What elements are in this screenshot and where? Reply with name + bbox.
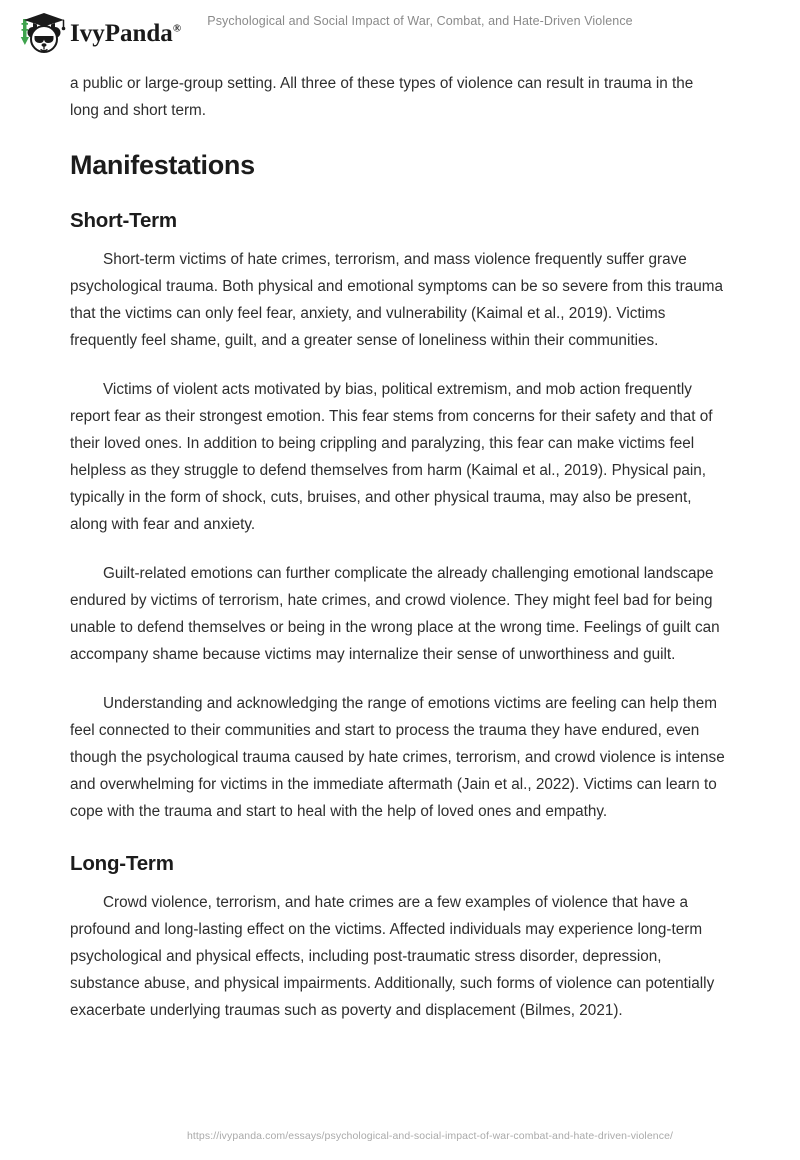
paragraph: Guilt-related emotions can further complicate the already challenging emotional landscape endured by victims of terrorism, hate crimes, and crowd violence. They might feel bad for being unable to defend themselves or being in the wrong place at the wrong time. Feelings of guilt can accompany shame because victims may internalize their sense of unworthiness and guilt.: [70, 565, 720, 663]
registered-trademark-icon: ®: [172, 22, 182, 35]
page-footer: [0, 1126, 800, 1144]
document-header-title: Psychological and Social Impact of War, Combat, and Hate-Driven Violence: [207, 14, 633, 28]
brand-name: IvyPanda®: [70, 19, 182, 47]
paragraph: Understanding and acknowledging the range of emotions victims are feeling can help them feel connected to their communities and start to process the trauma they have endured, even though the psychological trauma caused by hate crimes, terrorism, and crowd violence is intense and overwhelming for victims in the immediate aftermath (Jain et al., 2022). Victims can learn to cope with the trauma and start to heal with the help of loved ones and empathy.: [70, 695, 725, 820]
document-content: [70, 70, 726, 1046]
section-heading-manifestations: Manifestations: [70, 150, 255, 180]
paragraph: Crowd violence, terrorism, and hate crimes are a few examples of violence that have a profound and long-lasting effect on the victims. Affected individuals may experience long-term psychological and physical effects, including post-traumatic stress disorder, depression, substance abuse, and physical impairments. Additionally, such forms of violence can potentially exacerbate underlying traumas such as poverty and displacement (Bilmes, 2021).: [70, 894, 715, 1019]
subsection-heading-short-term: Short-Term: [70, 209, 177, 232]
paragraph: Short-term victims of hate crimes, terrorism, and mass violence frequently suffer grave psychological trauma. Both physical and emotional symptoms can be so severe from this trauma that the victims can only feel fear, anxiety, and vulnerability (Kaimal et al., 2019). Victims frequently feel shame, guilt, and a greater sense of loneliness within their communities.: [70, 251, 723, 349]
page-header: [0, 0, 800, 62]
intro-paragraph: a public or large-group setting. All three of these types of violence can result in trauma in the long and short term.: [70, 75, 694, 119]
source-url-link[interactable]: https://ivypanda.com/essays/psychological-and-social-impact-of-war-combat-and-hate-driven-violence/: [186, 1130, 674, 1142]
subsection-heading-long-term: Long-Term: [70, 852, 174, 875]
paragraph: Victims of violent acts motivated by bias, political extremism, and mob action frequently report fear as their strongest emotion. This fear stems from concerns for their safety and that of their loved ones. In addition to being crippling and paralyzing, this fear can make victims feel helpless as they struggle to defend themselves from harm (Kaimal et al., 2019). Physical pain, typically in the form of shock, cuts, bruises, and other physical trauma, may also be present, along with fear and anxiety.: [70, 381, 713, 533]
